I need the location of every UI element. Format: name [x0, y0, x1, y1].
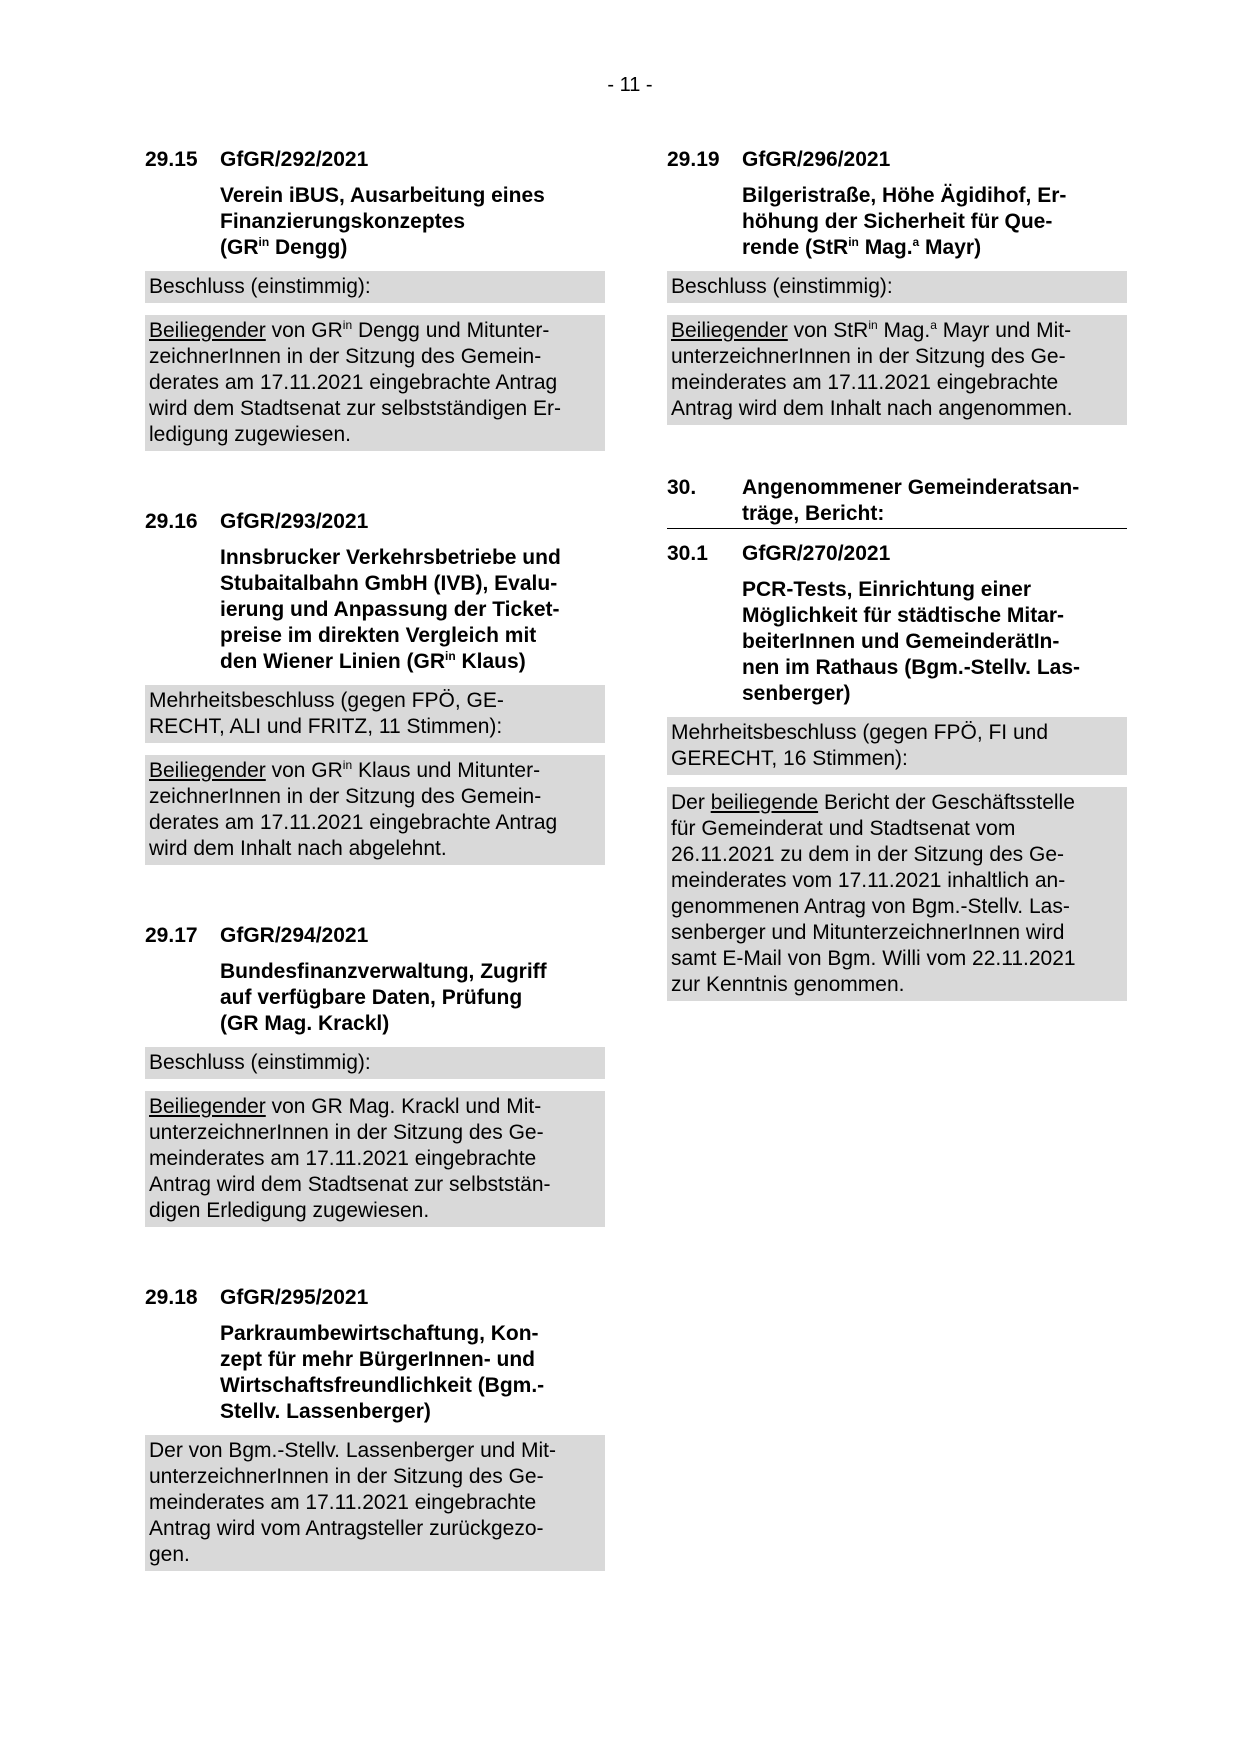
agenda-item-29-15 — [145, 147, 605, 451]
item-code: GfGR/295/2021 — [220, 1286, 369, 1309]
section-heading-30 — [667, 475, 1127, 529]
item-code: GfGR/292/2021 — [220, 148, 369, 171]
agenda-item-29-17 — [145, 923, 605, 1227]
agenda-item-30-1 — [667, 541, 1127, 1001]
item-number: 29.16 — [145, 510, 198, 533]
title-line: rende (StR$^{in}$ Mag.$^a$ Mayr) — [742, 235, 982, 259]
item-code: GfGR/294/2021 — [220, 924, 369, 947]
title-line: Bundesfinanzverwaltung, Zugriff — [220, 960, 547, 983]
agenda-item-29-16 — [145, 509, 605, 865]
item-number: 29.17 — [145, 924, 198, 947]
decision-text: Beiliegender von StR$^{in}$ Mag.$^a$ Mayr und Mit- unterzeichnerInnen in der Sitzung des Ge- meinderates am 17.11.2021 eingebrachte Antrag wird dem Inhalt nach angenommen. — [667, 315, 1127, 425]
decision-label: Beschluss (einstimmig): — [145, 1047, 605, 1079]
decision-text: Beiliegender von $GR^{in}$ Dengg und Mitunter- zeichnerInnen in der Sitzung des Gemein- derates am 17.11.2021 eingebrachte Antrag wird dem Stadtsenat zur selbstständigen Er- ledigung zugewiesen. — [145, 315, 605, 451]
item-number: 29.18 — [145, 1286, 198, 1309]
item-number: 29.15 — [145, 148, 198, 171]
decision-text: Beiliegender von $GR^{in}$ Klaus und Mitunter- zeichnerInnen in der Sitzung des Gemein- derates am 17.11.2021 eingebrachte Antrag wird dem Inhalt nach abgelehnt. — [145, 755, 605, 865]
title-line: Innsbrucker Verkehrsbetriebe und — [220, 546, 561, 569]
decision-label: Beschluss (einstimmig): — [145, 271, 605, 303]
title-line: preise im direkten Vergleich mit — [220, 624, 537, 647]
title-line: Wirtschaftsfreundlichkeit (Bgm.- — [220, 1374, 545, 1397]
section-title: Angenommener Gemeinderatsan- träge, Bericht: — [742, 476, 1080, 525]
left-column — [145, 147, 605, 1629]
title-line: (GR Mag. Krackl) — [220, 1012, 390, 1035]
agenda-item-29-18 — [145, 1285, 605, 1571]
decision-text: Der von Bgm.-Stellv. Lassenberger und Mit- unterzeichnerInnen in der Sitzung des Ge- meinderates am 17.11.2021 eingebrachte Antrag wird vom Antragsteller zurückgezo- gen. — [145, 1435, 605, 1571]
title-line: Stellv. Lassenberger) — [220, 1400, 431, 1423]
item-code: GfGR/293/2021 — [220, 510, 369, 533]
title-line: ($GR^{in}$ Dengg) — [220, 235, 348, 259]
item-number: 30.1 — [667, 542, 708, 565]
title-line: Parkraumbewirtschaftung, Kon- — [220, 1322, 539, 1345]
agenda-item-29-19 — [667, 147, 1127, 425]
decision-label: Mehrheitsbeschluss (gegen FPÖ, GE- RECHT, ALI und FRITZ, 11 Stimmen): — [145, 685, 605, 743]
title-line: Bilgeristraße, Höhe Ägidihof, Er- — [742, 184, 1067, 207]
item-title — [742, 183, 1127, 261]
title-line: beiterInnen und GemeinderätIn- — [742, 630, 1060, 653]
item-code: GfGR/270/2021 — [742, 542, 891, 565]
title-line: nen im Rathaus (Bgm.-Stellv. Las- — [742, 656, 1080, 679]
title-line: auf verfügbare Daten, Prüfung — [220, 986, 523, 1009]
title-line: Verein iBUS, Ausarbeitung eines — [220, 184, 545, 207]
item-title — [220, 545, 605, 675]
title-line: Möglichkeit für städtische Mitar- — [742, 604, 1065, 627]
decision-text: Beiliegender von GR Mag. Krackl und Mit- unterzeichnerInnen in der Sitzung des Ge- meinderates am 17.11.2021 eingebrachte Antrag wird dem Stadtsenat zur selbststän- digen Erledigung zugewiesen. — [145, 1091, 605, 1227]
title-line: den Wiener Linien ($GR^{in}$ Klaus) — [220, 649, 526, 673]
title-line: Finanzierungskonzeptes — [220, 210, 466, 233]
title-line: ierung und Anpassung der Ticket- — [220, 598, 560, 621]
item-title — [220, 1321, 605, 1425]
title-line: zept für mehr BürgerInnen- und — [220, 1348, 535, 1371]
decision-label: Beschluss (einstimmig): — [667, 271, 1127, 303]
title-line: höhung der Sicherheit für Que- — [742, 210, 1053, 233]
page-number: - 11 - — [607, 74, 653, 96]
item-title — [220, 959, 605, 1037]
title-line: senberger) — [742, 682, 851, 705]
section-number: 30. — [667, 476, 697, 499]
title-line: Stubaitalbahn GmbH (IVB), Evalu- — [220, 572, 558, 595]
decision-label: Mehrheitsbeschluss (gegen FPÖ, FI und GERECHT, 16 Stimmen): — [667, 717, 1127, 775]
title-line: PCR-Tests, Einrichtung einer — [742, 578, 1031, 601]
item-number: 29.19 — [667, 148, 720, 171]
item-code: GfGR/296/2021 — [742, 148, 891, 171]
right-column — [667, 147, 1127, 1059]
item-title — [220, 183, 605, 261]
decision-text: Der beiliegende Bericht der Geschäftsstelle für Gemeinderat und Stadtsenat vom 26.11.2021 zu dem in der Sitzung des Ge- meinderates vom 17.11.2021 inhaltlich an- genommenen Antrag von Bgm.-Stellv. Las- senberger und MitunterzeichnerInnen wird samt E-Mail von Bgm. Willi vom 22.11.2021 zur Kenntnis genommen. — [667, 787, 1127, 1001]
item-title — [742, 577, 1127, 707]
